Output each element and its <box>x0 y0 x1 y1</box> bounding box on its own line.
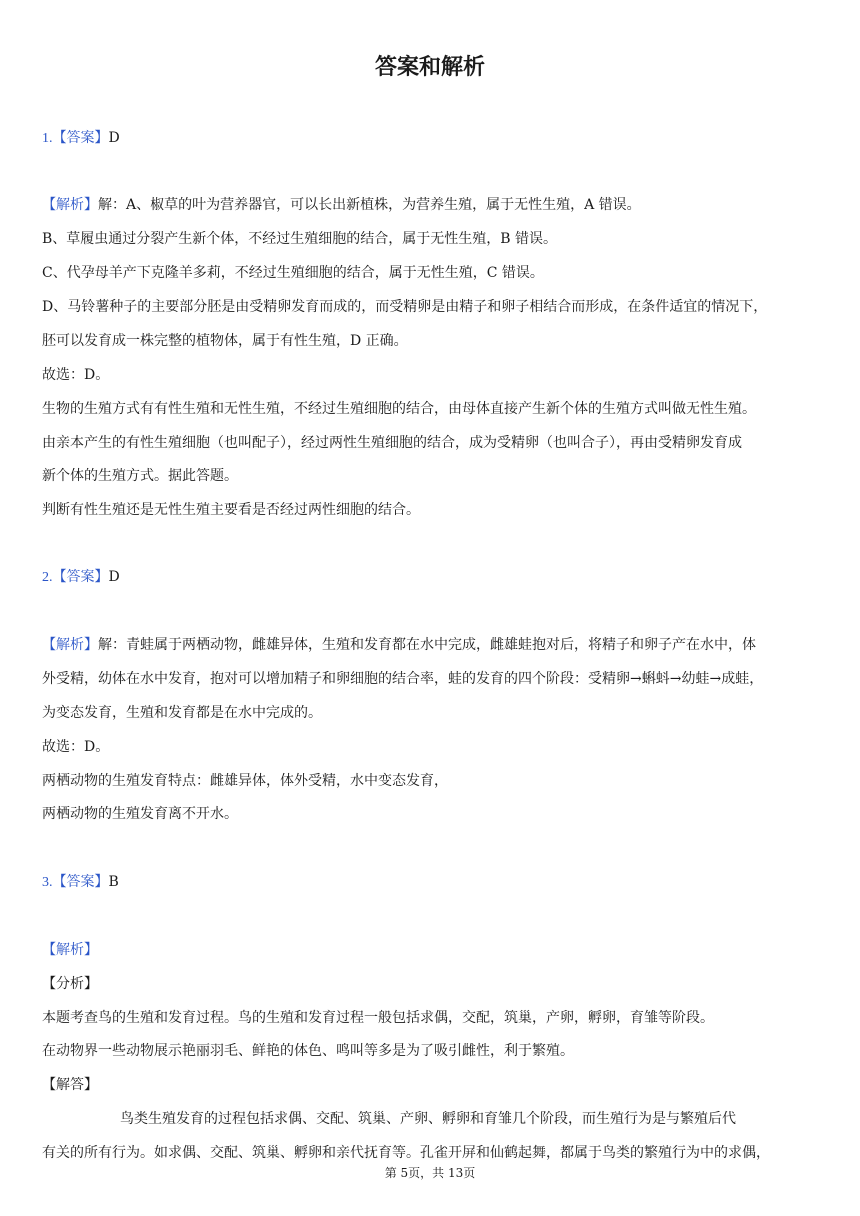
q1-text-4: 胚可以发育成一株完整的植物体，属于有性生殖，D 正确。 <box>42 333 408 349</box>
q3-analysis-tag: 【解析】 <box>42 942 98 958</box>
q3-text-0: 本题考查鸟的生殖和发育过程。鸟的生殖和发育过程一般包括求偶，交配，筑巢，产卵，孵卵，育雏等阶段。 <box>42 1010 714 1026</box>
q3-analysis-line <box>42 940 822 960</box>
q1-answer-line <box>42 128 822 149</box>
q2-answer-tag: 【答案】 <box>52 569 109 585</box>
q1-text-5: 故选：D。 <box>42 367 110 383</box>
q3-number: 3. <box>42 875 53 890</box>
q1-text-3: D、马铃薯种子的主要部分胚是由受精卵发育而成的，而受精卵是由精子和卵子相结合而形成，在条件适宜的情况下， <box>42 299 768 315</box>
page-footer: 第 5页，共 13页 <box>384 1166 476 1180</box>
q1-text-0: 解：A、椒草的叶为营养器官，可以长出新植株，为营养生殖，属于无性生殖，A 错误。 <box>98 197 641 213</box>
q1-number: 1. <box>42 131 53 146</box>
q3-jieda-text-0: 鸟类生殖发育的过程包括求偶、交配、筑巢、产卵、孵卵和育雏几个阶段，而生殖行为是与繁殖后代 <box>120 1111 736 1127</box>
q1-text-9: 判断有性生殖还是无性生殖主要看是否经过两性细胞的结合。 <box>42 502 420 518</box>
q2-analysis-line-0 <box>42 635 822 655</box>
q2-text-5: 两栖动物的生殖发育离不开水。 <box>42 806 238 822</box>
q3-jieda-text-1: 有关的所有行为。如求偶、交配、筑巢、孵卵和亲代抚育等。孔雀开屏和仙鹤起舞，都属于鸟类的繁殖行为中的求偶， <box>42 1145 770 1161</box>
q3-fenxi-tag: 【分析】 <box>42 976 98 992</box>
q3-jieda-tag: 【解答】 <box>42 1077 98 1093</box>
q2-answer-line <box>42 567 822 588</box>
q1-answer: D <box>108 130 120 146</box>
q2-text-2: 为变态发育，生殖和发育都是在水中完成的。 <box>42 705 322 721</box>
q3-answer: B <box>108 874 119 890</box>
q1-text-8: 新个体的生殖方式。据此答题。 <box>42 468 238 484</box>
q3-text-1: 在动物界一些动物展示艳丽羽毛、鲜艳的体色、鸣叫等多是为了吸引雌性，利于繁殖。 <box>42 1043 574 1059</box>
q1-analysis-tag: 【解析】 <box>42 197 98 213</box>
q1-text-6: 生物的生殖方式有有性生殖和无性生殖，不经过生殖细胞的结合，由母体直接产生新个体的生殖方式叫做无性生殖。 <box>42 401 756 417</box>
page-title: 答案和解析 <box>374 55 485 80</box>
q2-text-3: 故选：D。 <box>42 739 110 755</box>
q2-text-4: 两栖动物的生殖发育特点：雌雄异体，体外受精，水中变态发育， <box>42 773 448 789</box>
q1-answer-tag: 【答案】 <box>52 130 109 146</box>
q3-answer-line <box>42 872 822 893</box>
q1-analysis-line-0 <box>42 195 822 215</box>
q1-text-2: C、代孕母羊产下克隆羊多莉，不经过生殖细胞的结合，属于无性生殖，C 错误。 <box>42 265 544 281</box>
q1-text-7: 由亲本产生的有性生殖细胞（也叫配子），经过两性生殖细胞的结合，成为受精卵（也叫合子），再由受精卵发育成 <box>42 435 742 451</box>
q1-text-1: B、草履虫通过分裂产生新个体，不经过生殖细胞的结合，属于无性生殖，B 错误。 <box>42 231 558 247</box>
q2-analysis-tag: 【解析】 <box>42 637 98 653</box>
q2-text-1: 外受精，幼体在水中发育，抱对可以增加精子和卵细胞的结合率，蛙的发育的四个阶段：受精卵→蝌蚪→幼蛙→成蛙， <box>42 671 764 687</box>
q2-text-0: 解：青蛙属于两栖动物，雌雄异体，生殖和发育都在水中完成，雌雄蛙抱对后，将精子和卵子产在水中，体 <box>98 637 756 653</box>
q3-answer-tag: 【答案】 <box>52 874 109 890</box>
q2-number: 2. <box>42 570 53 585</box>
q2-answer: D <box>108 569 120 585</box>
